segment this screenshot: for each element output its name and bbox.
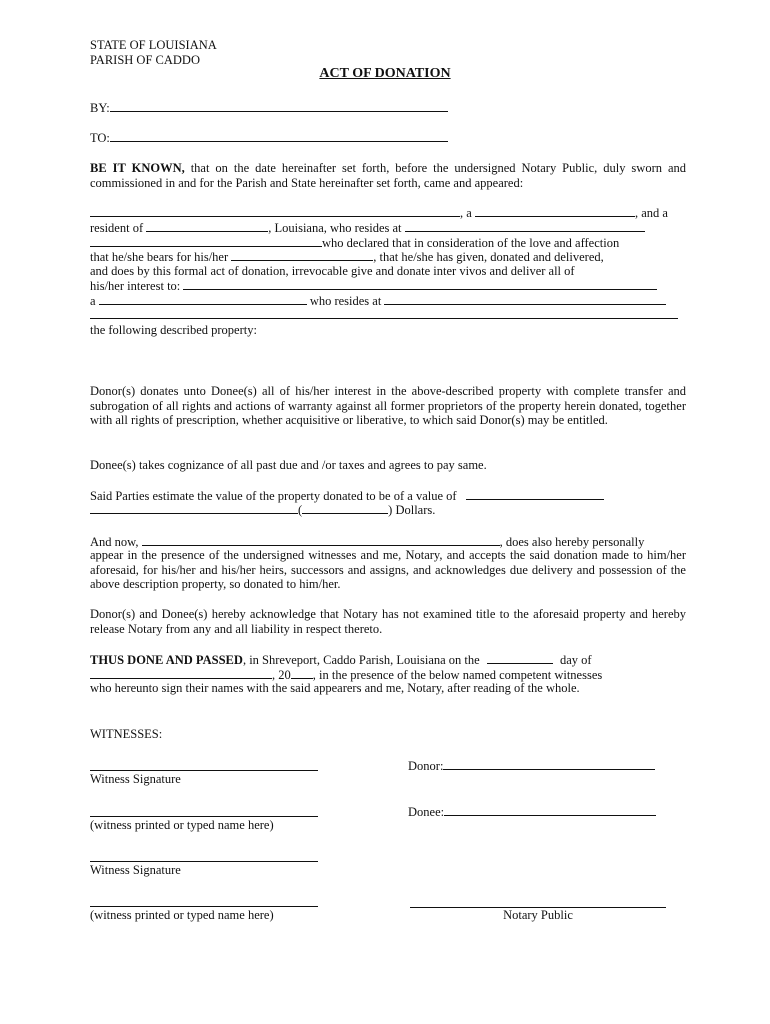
witness-2-signature-label: Witness Signature <box>90 863 181 877</box>
donor-line-7: a who resides at <box>90 293 686 309</box>
donee-signature <box>408 804 656 820</box>
witness-1-signature-line[interactable] <box>90 769 318 771</box>
thus-line-1: THUS DONE AND PASSED, in Shreveport, Caddo Parish, Louisiana on the day of <box>90 653 592 667</box>
donor-signature <box>408 758 655 774</box>
title-ack-paragraph: Donor(s) and Donee(s) hereby acknowledge that Notary has not examined title to the aforesaid property and hereby release Notary from any and all liability in respect thereto. <box>90 607 686 636</box>
accept-paragraph: appear in the presence of the undersigned witnesses and me, Notary, and accepts the said donation made to him/her aforesaid, for his/her and his/her heirs, successors and assigns, and acknowledges due delivery and possession of the above description property, so donated to him/her. <box>90 548 686 592</box>
day-field[interactable] <box>487 652 553 664</box>
intro-text: that on the date hereinafter set forth, before the undersigned Notary Public, duly sworn and commissioned in and for the Parish and State hereinafter set forth, came and appeared: <box>90 161 686 190</box>
by-field[interactable] <box>110 100 448 112</box>
donor-address-field[interactable] <box>405 220 645 232</box>
witnesses-heading: WITNESSES: <box>90 727 163 741</box>
witness-1-name-line[interactable] <box>90 815 318 817</box>
intro-lead: BE IT KNOWN, <box>90 161 185 175</box>
donor-label: Donor: <box>408 759 444 773</box>
to-label: TO: <box>90 131 110 145</box>
to-line <box>90 130 686 146</box>
thus-line-3: who hereunto sign their names with the said appearers and me, Notary, after reading of the whole. <box>90 681 580 695</box>
value-amount-field[interactable] <box>466 488 604 500</box>
state-line: STATE OF LOUISIANA <box>90 38 217 52</box>
parish-line: PARISH OF CADDO <box>90 52 200 67</box>
intro-paragraph <box>90 161 686 190</box>
to-field[interactable] <box>110 130 448 142</box>
donor-line-5: and does by this formal act of donation, irrevocable give and donate inter vivos and deliver all of <box>90 264 575 278</box>
witness-2-name-line[interactable] <box>90 905 318 907</box>
donor-line-8 <box>90 307 686 323</box>
donee-name-field[interactable] <box>183 278 657 290</box>
taxes-paragraph: Donee(s) takes cognizance of all past due and /or taxes and agrees to pay same. <box>90 458 487 472</box>
donor-name-field[interactable] <box>90 205 460 217</box>
thus-line-2: , 20 , in the presence of the below named competent witnesses <box>90 667 686 683</box>
notary-label: Notary Public <box>503 908 573 922</box>
and-now-line: And now, , does also hereby personally <box>90 535 645 549</box>
relationship-field[interactable] <box>231 249 373 261</box>
value-words-field[interactable] <box>90 502 298 514</box>
witness-1-name-label: (witness printed or typed name here) <box>90 818 274 832</box>
by-line <box>90 100 686 116</box>
donee-address-cont-field[interactable] <box>90 307 678 319</box>
value-line-2: ( ) Dollars. <box>90 502 686 518</box>
by-label: BY: <box>90 101 110 115</box>
donor-status-field[interactable] <box>475 205 635 217</box>
donor-signature-line[interactable] <box>443 758 655 770</box>
donor-line-2: resident of , Louisiana, who resides at <box>90 220 686 236</box>
value-line-1: Said Parties estimate the value of the property donated to be of a value of <box>90 488 686 504</box>
donee-label: Donee: <box>408 805 445 819</box>
transfer-paragraph: Donor(s) donates unto Donee(s) all of his/her interest in the above-described property with complete transfer and subrogation of all rights and actions of warranty against all former proprietors of the property herein donated, together with all rights of prescription, whether acquisitive or liberative, to which said Donor(s) may be entitled. <box>90 384 686 428</box>
value-number-field[interactable] <box>302 502 388 514</box>
witness-2-signature-line[interactable] <box>90 860 318 862</box>
witness-1-signature-label: Witness Signature <box>90 772 181 786</box>
donor-line-4: that he/she bears for his/her , that he/she has given, donated and delivered, <box>90 250 604 264</box>
acceptor-name-field[interactable] <box>142 534 500 546</box>
witness-2-name-label: (witness printed or typed name here) <box>90 908 274 922</box>
property-label: the following described property: <box>90 323 257 337</box>
header-block <box>90 38 686 67</box>
document-title: ACT OF DONATION <box>319 66 451 81</box>
month-field[interactable] <box>90 667 272 679</box>
donee-signature-line[interactable] <box>444 804 656 816</box>
donor-address-cont-field[interactable] <box>90 235 322 247</box>
year-field[interactable] <box>291 667 313 679</box>
donor-line-6: his/her interest to: <box>90 278 686 294</box>
donee-address-field[interactable] <box>384 293 666 305</box>
donee-status-field[interactable] <box>99 293 307 305</box>
donor-line-1: , a , and a <box>90 205 686 221</box>
donor-parish-field[interactable] <box>146 220 268 232</box>
donor-line-3: who declared that in consideration of the love and affection <box>90 235 686 251</box>
